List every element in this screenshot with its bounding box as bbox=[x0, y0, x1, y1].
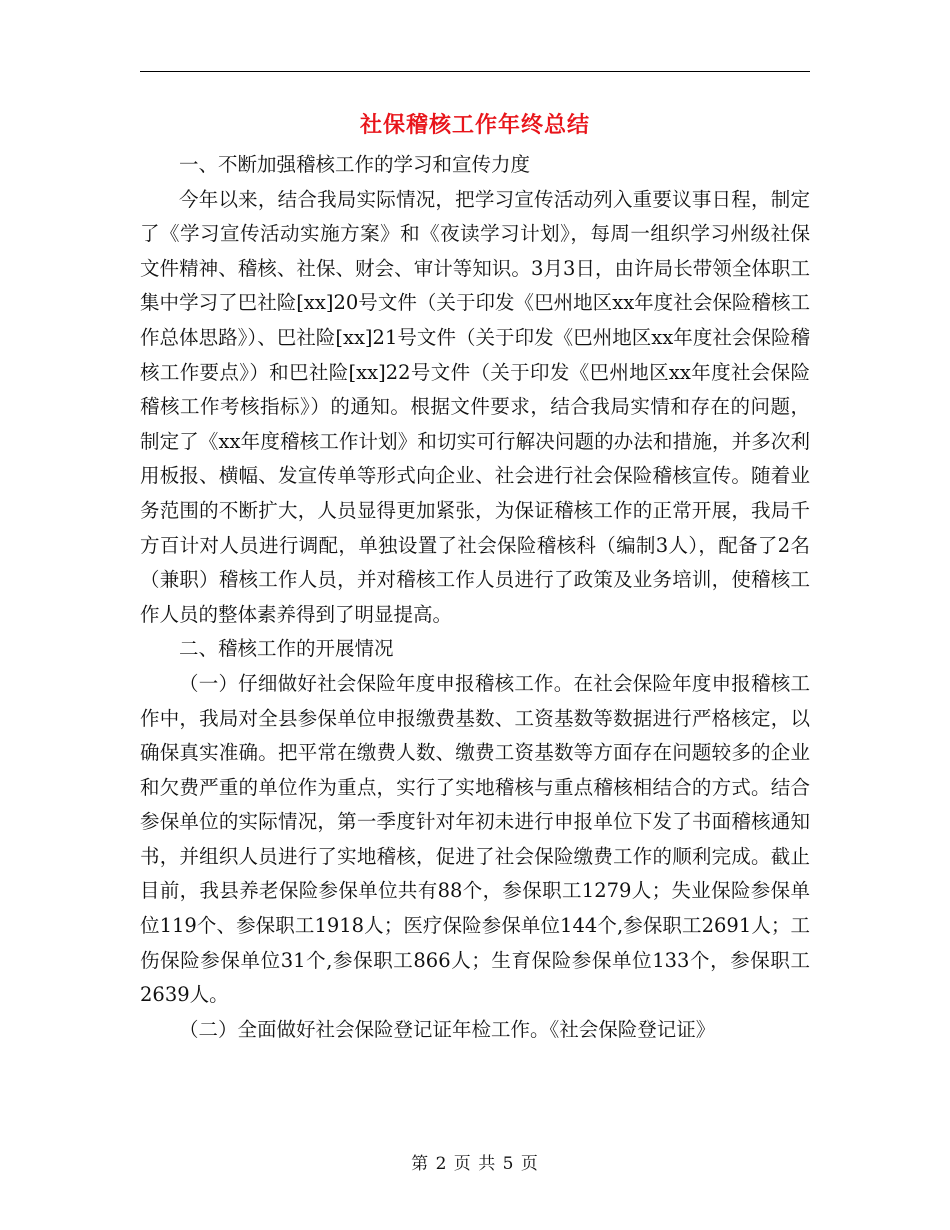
paragraph-study-publicity: 今年以来，结合我局实际情况，把学习宣传活动列入重要议事日程，制定了《学习宣传活动实施方案》和《夜读学习计划》，每周一组织学习州级社保文件精神、稽核、社保、财会、审计等知识。3月3日，由许局长带领全体职工集中学习了巴社险[xx]20号文件（关于印发《巴州地区xx年度社会保险稽核工作总体思路》）、巴社险[xx]21号文件（关于印发《巴州地区xx年度社会保险稽核工作要点》）和巴社险[xx]22号文件（关于印发《巴州地区xx年度社会保险稽核工作考核指标》）的通知。根据文件要求，结合我局实情和存在的问题，制定了《xx年度稽核工作计划》和切实可行解决问题的办法和措施，并多次利用板报、横幅、发宣传单等形式向企业、社会进行社会保险稽核宣传。随着业务范围的不断扩大，人员显得更加紧张，为保证稽核工作的正常开展，我局千方百计对人员进行调配，单独设置了社会保险稽核科（编制3人），配备了2名（兼职）稽核工作人员，并对稽核工作人员进行了政策及业务培训，使稽核工作人员的整体素养得到了明显提高。 bbox=[140, 187, 810, 626]
document-title: 社保稽核工作年终总结 bbox=[359, 112, 590, 138]
section-heading-2: 二、稽核工作的开展情况 bbox=[179, 637, 394, 661]
document-body bbox=[140, 148, 810, 1047]
section-heading-1: 一、不断加强稽核工作的学习和宣传力度 bbox=[179, 153, 531, 176]
paragraph-annual-declaration: （一）仔细做好社会保险年度申报稽核工作。在社会保险年度申报稽核工作中，我局对全县参保单位申报缴费基数、工资基数等数据进行严格核定，以确保真实准确。把平常在缴费人数、缴费工资基数等方面存在问题较多的企业和欠费严重的单位作为重点，实行了实地稽核与重点稽核相结合的方式。结合参保单位的实际情况，第一季度针对年初未进行申报单位下发了书面稽核通知书，并组织人员进行了实地稽核，促进了社会保险缴费工作的顺利完成。截止目前，我县养老保险参保单位共有88个，参保职工1279人；失业保险参保单位119个、参保职工1918人；医疗保险参保单位144个,参保职工2691人；工伤保险参保单位31个,参保职工866人；生育保险参保单位133个，参保职工2639人。 bbox=[140, 671, 810, 1007]
paragraph-registration-inspection: （二）全面做好社会保险登记证年检工作。《社会保险登记证》 bbox=[179, 1017, 716, 1041]
header-rule bbox=[140, 71, 810, 72]
page-number: 第 2 页 共 5 页 bbox=[411, 1154, 539, 1174]
